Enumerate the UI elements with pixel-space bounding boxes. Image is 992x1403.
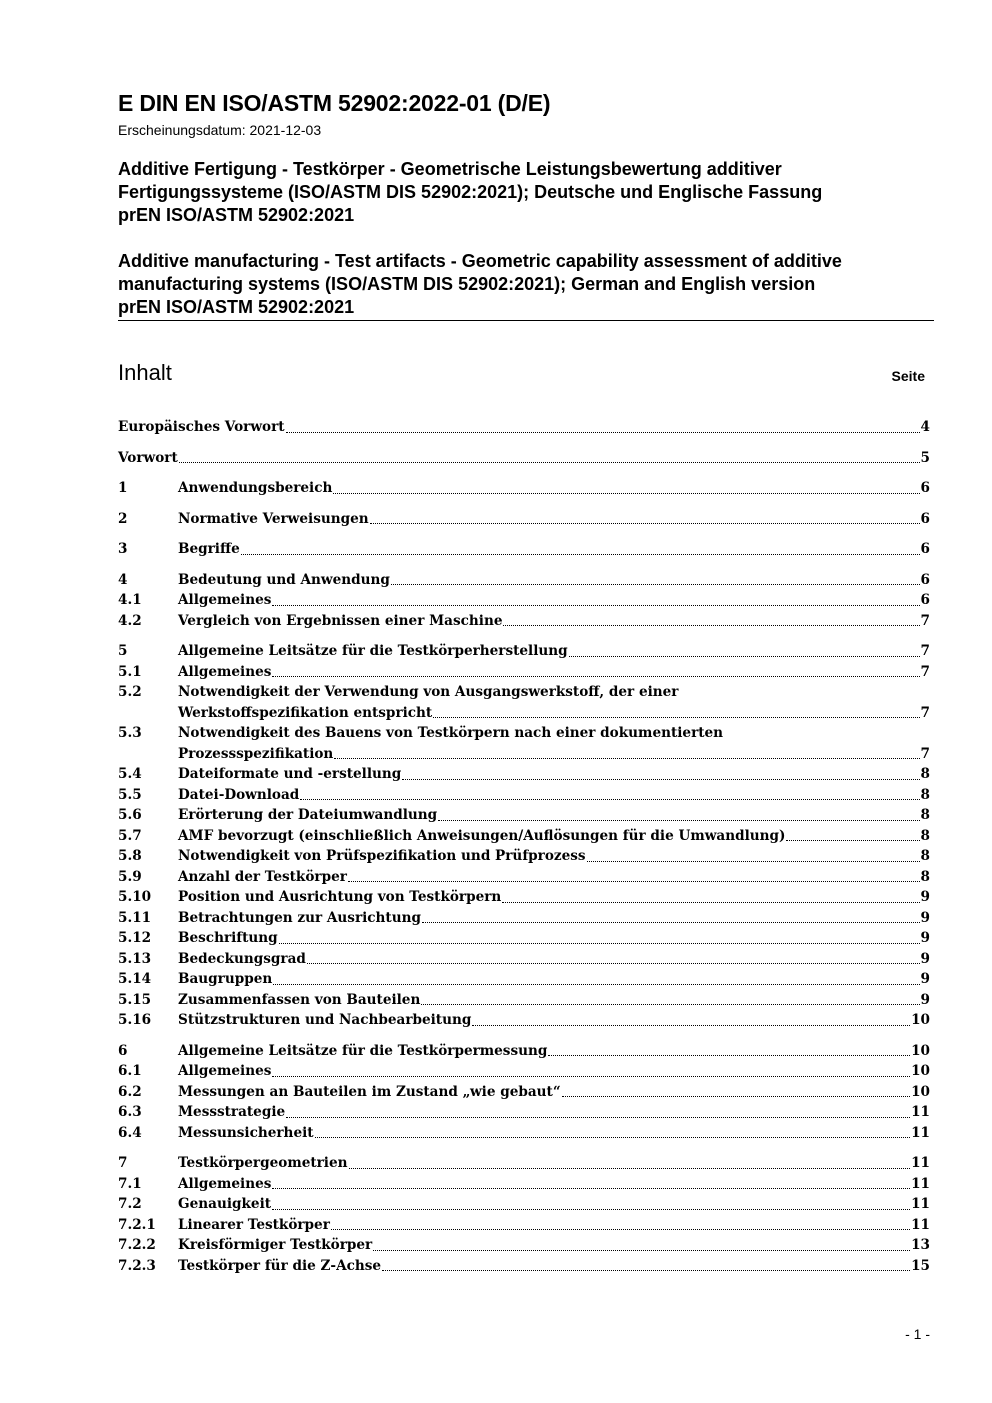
toc-entry-page: 7: [920, 612, 930, 629]
toc-dot-leader: [334, 758, 919, 759]
toc-entry-page: 11: [911, 1104, 930, 1120]
toc-entry[interactable]: [118, 1174, 930, 1195]
toc-entry[interactable]: [118, 1082, 930, 1103]
toc-entry-page: 8: [920, 786, 930, 803]
toc-entry-title: Baugruppen: [178, 971, 273, 987]
toc-entry[interactable]: [118, 990, 930, 1011]
toc-entry[interactable]: [118, 969, 930, 990]
toc-dot-leader: [349, 1168, 911, 1169]
toc-entry-number: 7: [118, 1155, 128, 1171]
title-german-line: Additive Fertigung - Testkörper - Geometrische Leistungsbewertung additiver: [118, 159, 782, 179]
toc-entry-page: 8: [920, 807, 930, 823]
toc-entry-page: 11: [911, 1175, 930, 1192]
toc-entry-title: Datei-Download: [178, 786, 300, 803]
toc-entry-title: Allgemeines: [178, 592, 272, 608]
toc-entry-title: Bedeckungsgrad: [178, 950, 306, 967]
title-german-line: Fertigungssysteme (ISO/ASTM DIS 52902:2021); Deutsche und Englische Fassung: [118, 182, 823, 202]
toc-entry-title-continued: Werkstoffspezifikation entspricht: [178, 704, 433, 721]
toc-entry-page: 7: [920, 643, 930, 659]
toc-entry[interactable]: [118, 611, 930, 632]
toc-entry-number: 5.6: [118, 807, 142, 823]
toc-entry-page: 4: [920, 419, 930, 435]
toc-entry-title: Erörterung der Dateiumwandlung: [178, 807, 438, 823]
toc-entry-title: Genauigkeit: [178, 1196, 272, 1212]
toc-dot-leader: [179, 462, 920, 463]
toc-dot-leader: [331, 1229, 910, 1230]
toc-dot-leader: [315, 1137, 911, 1138]
toc-entry-title: Zusammenfassen von Bauteilen: [178, 991, 421, 1008]
toc-dot-leader: [272, 1209, 910, 1210]
toc-entry-number: 5.15: [118, 991, 152, 1008]
toc-entry-number: 7.2: [118, 1196, 142, 1212]
toc-dot-leader: [391, 584, 920, 585]
toc-entry-title: Allgemeine Leitsätze für die Testkörperherstellung: [178, 643, 568, 659]
toc-entry[interactable]: [118, 805, 930, 826]
toc-entry-page: 8: [920, 827, 930, 844]
toc-entry-page: 6: [920, 541, 930, 557]
toc-page-label: Seite: [891, 368, 925, 384]
toc-dot-leader: [548, 1055, 910, 1056]
toc-entry[interactable]: [118, 785, 930, 806]
toc-entry[interactable]: [118, 867, 930, 888]
toc-entry-number: 6.4: [118, 1124, 142, 1141]
toc-dot-leader: [502, 902, 919, 903]
toc-entry[interactable]: [118, 1102, 930, 1123]
toc-dot-leader: [433, 717, 919, 718]
toc-entry-title: Normative Verweisungen: [178, 510, 369, 527]
toc-entry[interactable]: [118, 590, 930, 611]
toc-entry-title: Bedeutung und Anwendung: [178, 571, 390, 588]
toc-entry-number: 5.7: [118, 827, 142, 844]
toc-entry-number: 5.10: [118, 889, 152, 905]
toc-dot-leader: [348, 881, 920, 882]
toc-entry-page: 8: [920, 868, 930, 885]
toc-entry[interactable]: [118, 1061, 930, 1082]
toc-dot-leader: [272, 1076, 910, 1077]
toc-entry-title: Notwendigkeit der Verwendung von Ausgangswerkstoff, der einer: [178, 684, 679, 700]
toc-entry-title: Testkörpergeometrien: [178, 1155, 348, 1171]
toc-entry-title: Notwendigkeit des Bauens von Testkörpern nach einer dokumentierten: [178, 725, 724, 741]
toc-dot-leader: [300, 799, 919, 800]
toc-entry-number: 3: [118, 541, 128, 557]
toc-entry[interactable]: [118, 846, 930, 867]
toc-entry-page: 9: [920, 950, 930, 967]
toc-dot-leader: [279, 943, 920, 944]
toc-entry[interactable]: [118, 928, 930, 949]
publication-date: Erscheinungsdatum: 2021-12-03: [118, 122, 322, 138]
toc-entry[interactable]: [118, 887, 930, 908]
toc-dot-leader: [503, 625, 919, 626]
toc-entry-number: 5.11: [118, 909, 152, 926]
toc-entry-title: Allgemeines: [178, 1175, 272, 1192]
toc-dot-leader: [273, 984, 919, 985]
toc-entry-title-continued: Prozessspezifikation: [178, 745, 334, 762]
toc-entry-number: 5.5: [118, 786, 142, 803]
toc-entry[interactable]: [118, 1041, 930, 1062]
toc-entry-number: 5.16: [118, 1012, 152, 1028]
toc-entry[interactable]: [118, 539, 930, 560]
toc-entry-number: 7.2.1: [118, 1216, 156, 1233]
toc-entry-title: Allgemeines: [178, 1063, 272, 1079]
toc-entry-title: Anzahl der Testkörper: [178, 868, 347, 885]
toc-entry[interactable]: [118, 478, 930, 499]
toc-entry[interactable]: [118, 1010, 930, 1031]
toc-entry-number: 5.12: [118, 930, 152, 946]
toc-dot-leader: [422, 922, 920, 923]
toc-entry[interactable]: [118, 509, 930, 530]
toc-dot-leader: [569, 656, 920, 657]
toc-entry-continuation[interactable]: [118, 744, 930, 765]
toc-dot-leader: [421, 1004, 919, 1005]
toc-entry[interactable]: [118, 1153, 930, 1174]
toc-dot-leader: [286, 1117, 910, 1118]
toc-entry-number: 6.1: [118, 1063, 142, 1079]
toc-entry-title: Anwendungsbereich: [178, 480, 333, 496]
toc-dot-leader: [272, 605, 919, 606]
toc-entry-title: Position und Ausrichtung von Testkörpern: [178, 889, 502, 905]
toc-entry-title: Dateiformate und -erstellung: [178, 766, 402, 782]
toc-entry-page: 11: [911, 1155, 930, 1171]
toc-entry-page: 9: [920, 909, 930, 926]
toc-entry-title: Vorwort: [118, 449, 178, 466]
title-divider: [118, 320, 934, 321]
toc-entry-page: 10: [911, 1063, 930, 1079]
toc-dot-leader: [307, 963, 920, 964]
toc-entry[interactable]: [118, 448, 930, 469]
toc-entry[interactable]: [118, 1123, 930, 1144]
toc-entry-page: 11: [911, 1196, 930, 1212]
toc-entry-page: 6: [920, 592, 930, 608]
toc-dot-leader: [333, 493, 919, 494]
title-german-line: prEN ISO/ASTM 52902:2021: [118, 205, 355, 225]
toc-entry-number: 6.2: [118, 1083, 142, 1100]
toc-entry-title: Testkörper für die Z-Achse: [178, 1257, 382, 1274]
toc-entry-number: 1: [118, 480, 128, 496]
toc-entry[interactable]: [118, 1215, 930, 1236]
toc-entry-number: 5.13: [118, 950, 152, 967]
toc-dot-leader: [241, 554, 920, 555]
toc-entry-page: 6: [920, 510, 930, 527]
toc-entry-title: AMF bevorzugt (einschließlich Anweisungen/Auflösungen für die Umwandlung): [178, 827, 786, 844]
toc-dot-leader: [286, 432, 920, 433]
toc-entry-number: 6: [118, 1042, 128, 1059]
toc-dot-leader: [587, 861, 920, 862]
toc-entry-page: 8: [920, 848, 930, 864]
toc-entry-page: 10: [911, 1042, 930, 1059]
toc-entry-number: 5.3: [118, 725, 142, 741]
title-english-line: prEN ISO/ASTM 52902:2021: [118, 297, 355, 317]
toc-entry-page: 10: [911, 1012, 930, 1028]
toc-entry[interactable]: [118, 1256, 930, 1277]
toc-entry[interactable]: [118, 641, 930, 662]
toc-entry-number: 6.3: [118, 1104, 142, 1120]
toc-entry[interactable]: [118, 682, 930, 703]
toc-entry-title: Stützstrukturen und Nachbearbeitung: [178, 1012, 472, 1028]
toc-entry-title: Begriffe: [178, 541, 240, 557]
toc-entry-number: 5.1: [118, 663, 142, 680]
toc-dot-leader: [402, 779, 919, 780]
toc-entry-number: 5.2: [118, 684, 142, 700]
toc-entry-title: Linearer Testkörper: [178, 1216, 330, 1233]
document-id: E DIN EN ISO/ASTM 52902:2022-01 (D/E): [118, 90, 551, 116]
toc-entry[interactable]: [118, 662, 930, 683]
toc-entry-page: 5: [920, 449, 930, 466]
toc-entry[interactable]: [118, 1235, 930, 1256]
toc-dot-leader: [382, 1270, 910, 1271]
toc-dot-leader: [786, 840, 919, 841]
toc-entry-title: Notwendigkeit von Prüfspezifikation und Prüfprozess: [178, 848, 586, 864]
toc-dot-leader: [562, 1096, 910, 1097]
toc-dot-leader: [272, 1188, 910, 1189]
toc-entry-page: 15: [911, 1257, 930, 1274]
toc-entry-page: 7: [920, 704, 930, 721]
toc-dot-leader: [373, 1250, 910, 1251]
toc-entry[interactable]: [118, 723, 930, 744]
toc-entry-number: 4.1: [118, 592, 142, 608]
toc-entry-title: Beschriftung: [178, 930, 278, 946]
table-of-contents: [118, 417, 930, 1276]
toc-entry-page: 10: [911, 1083, 930, 1100]
toc-entry-number: 5.4: [118, 766, 142, 782]
toc-entry-page: 9: [920, 930, 930, 946]
title-english: [118, 250, 938, 319]
toc-dot-leader: [272, 676, 919, 677]
toc-entry-page: 6: [920, 571, 930, 588]
toc-entry-page: 9: [920, 991, 930, 1008]
toc-entry-number: 5.14: [118, 971, 152, 987]
toc-dot-leader: [472, 1025, 910, 1026]
title-english-line: Additive manufacturing - Test artifacts - Geometric capability assessment of additive: [118, 251, 842, 271]
toc-entry-number: 2: [118, 510, 128, 527]
toc-entry-number: 7.1: [118, 1175, 142, 1192]
toc-entry-page: 9: [920, 971, 930, 987]
toc-entry-page: 13: [911, 1237, 930, 1253]
toc-entry-title: Messungen an Bauteilen im Zustand „wie gebaut“: [178, 1083, 561, 1100]
toc-entry-page: 7: [920, 745, 930, 762]
toc-entry[interactable]: [118, 826, 930, 847]
title-english-line: manufacturing systems (ISO/ASTM DIS 52902:2021); German and English version: [118, 274, 816, 294]
toc-dot-leader: [370, 523, 920, 524]
toc-dot-leader: [438, 820, 919, 821]
toc-entry-page: 11: [911, 1124, 930, 1141]
toc-entry-page: 6: [920, 480, 930, 496]
toc-entry[interactable]: [118, 417, 930, 438]
toc-entry-number: 4: [118, 571, 128, 588]
toc-entry-page: 7: [920, 663, 930, 680]
toc-entry-title: Vergleich von Ergebnissen einer Maschine: [178, 612, 503, 629]
toc-entry-number: 5.9: [118, 868, 142, 885]
toc-entry-number: 5: [118, 643, 128, 659]
toc-entry-title: Betrachtungen zur Ausrichtung: [178, 909, 421, 926]
toc-entry[interactable]: [118, 908, 930, 929]
toc-entry-title: Europäisches Vorwort: [118, 419, 285, 435]
toc-entry-continuation[interactable]: [118, 703, 930, 724]
toc-entry[interactable]: [118, 949, 930, 970]
toc-entry[interactable]: [118, 1194, 930, 1215]
title-german: [118, 158, 938, 227]
toc-entry-title: Allgemeines: [178, 663, 272, 680]
toc-entry-title: Messstrategie: [178, 1104, 286, 1120]
toc-entry-title: Allgemeine Leitsätze für die Testkörpermessung: [178, 1042, 548, 1059]
toc-entry-page: 8: [920, 766, 930, 782]
toc-entry-number: 7.2.3: [118, 1257, 156, 1274]
toc-entry-page: 11: [911, 1216, 930, 1233]
toc-entry-number: 7.2.2: [118, 1237, 156, 1253]
toc-entry-number: 4.2: [118, 612, 142, 629]
toc-entry[interactable]: [118, 764, 930, 785]
toc-entry-title: Messunsicherheit: [178, 1124, 314, 1141]
toc-entry-page: 9: [920, 889, 930, 905]
toc-heading: Inhalt: [118, 360, 172, 385]
toc-entry-number: 5.8: [118, 848, 142, 864]
toc-entry[interactable]: [118, 570, 930, 591]
toc-entry-title: Kreisförmiger Testkörper: [178, 1237, 373, 1253]
page-number: - 1 -: [905, 1326, 930, 1342]
